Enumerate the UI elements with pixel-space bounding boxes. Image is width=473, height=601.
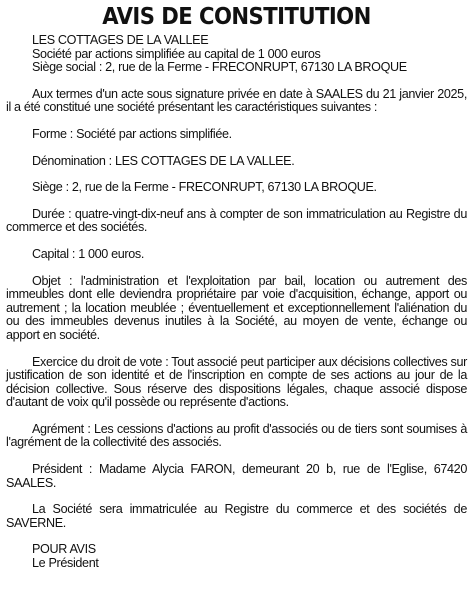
president-paragraph: Président : Madame Alycia FARON, demeurant 20 b, rue de l'Eglise, 67420 SAALES. [6, 462, 467, 490]
siege-paragraph: Siège : 2, rue de la Ferme - FRECONRUPT, 67130 LA BROQUE. [32, 180, 377, 195]
signature-block [6, 543, 467, 570]
immatriculation-paragraph: La Société sera immatriculée au Registre du commerce et des sociétés de SAVERNE. [6, 502, 467, 530]
vote-paragraph: Exercice du droit de vote : Tout associé peut participer aux décisions collectives sur justification de son identité et de l'inscription en compte de ses actions au jour de la décision collective. Sous réserve des dispositions légales, chaque associé dispose d'autant de voix qu'il possède ou représente d'actions. [6, 354, 467, 410]
company-name: LES COTTAGES DE LA VALLEE [32, 33, 209, 47]
signature-pour-avis: POUR AVIS [32, 542, 96, 557]
agrement-paragraph: Agrément : Les cessions d'actions au profit d'associés ou de tiers sont soumises à l'agrément de la collectivité des associés. [6, 421, 467, 450]
forme-paragraph: Forme : Société par actions simplifiée. [32, 126, 232, 141]
company-seat: Siège social : 2, rue de la Ferme - FRECONRUPT, 67130 LA BROQUE [32, 60, 407, 75]
signature-president: Le Président [32, 556, 99, 571]
denomination-paragraph: Dénomination : LES COTTAGES DE LA VALLEE. [32, 153, 295, 168]
duree-paragraph: Durée : quatre-vingt-dix-neuf ans à compter de son immatriculation au Registre du commerce et des sociétés. [6, 206, 467, 235]
capital-paragraph: Capital : 1 000 euros. [32, 246, 145, 261]
company-header [6, 34, 467, 75]
notice-title: AVIS DE CONSTITUTION [102, 4, 371, 30]
objet-paragraph: Objet : l'administration et l'exploitation par bail, location ou autrement des immeubles dont elle deviendra propriétaire par voie d'acquisition, échange, apport ou autrement ; la location meublée ; éventuellement et exceptionnellement l'aliénation du ou des immeubles devenus inutiles à la Société, au moyen de vente, échange ou apport en société. [6, 273, 467, 342]
company-form-capital: Société par actions simplifiée au capital de 1 000 euros [32, 46, 321, 61]
intro-paragraph: Aux termes d'un acte sous signature privée en date à SAALES du 21 janvier 2025, il a été constitué une société présentant les caractéristiques suivantes : [6, 86, 467, 115]
